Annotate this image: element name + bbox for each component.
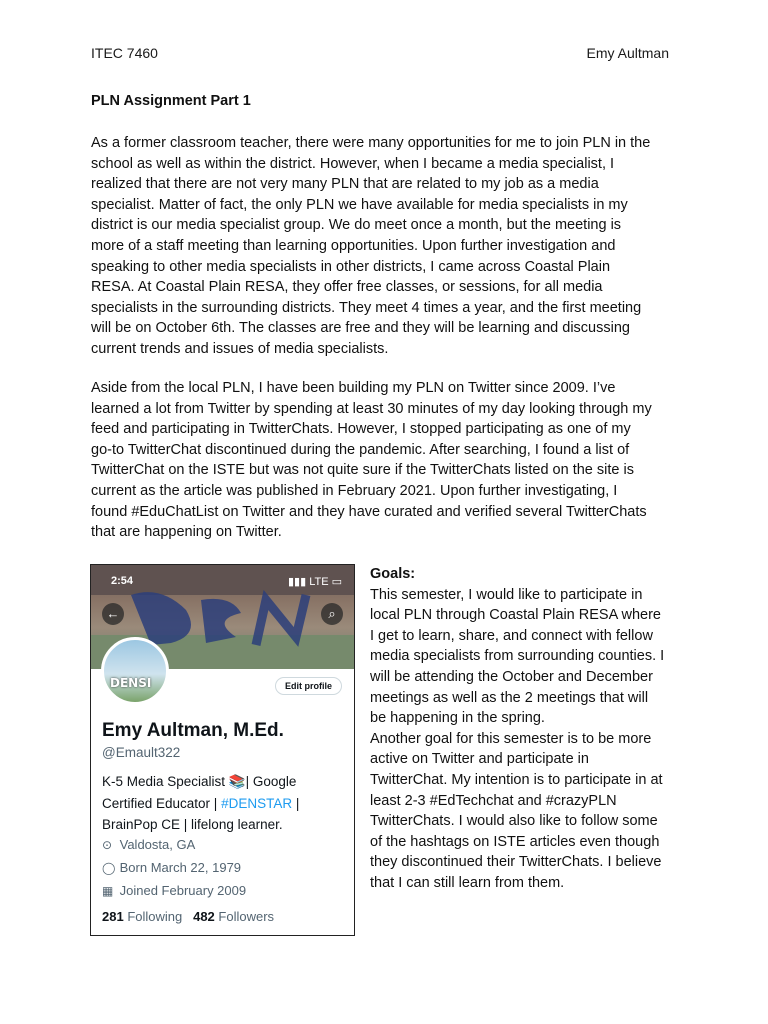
- profile-bio: [102, 771, 299, 836]
- twitter-profile-screenshot: [90, 564, 355, 936]
- assignment-title: PLN Assignment Part 1: [91, 93, 251, 109]
- followers-link[interactable]: 482 Followers: [193, 909, 275, 924]
- search-icon: ⌕: [328, 606, 336, 621]
- paragraph-local-pln: As a former classroom teacher, there were many opportunities for me to join PLN in the school as well as within the district. However, when I became a media specialist, I realized that there are not very many PLN that are related to my job as a media specialist. Matter of fact, the only PLN we have available for media specialists in my district is our media specialist group. We do meet once a month, but the meeting is more of a staff meeting than learning opportunities. Upon further investigation and speaking to other media specialists in other districts, I came across Coastal Plain RESA. At Coastal Plain RESA, they offer free classes, or sessions, for all media specialists in the surrounding districts. They meet 4 times a year, and the first meeting will be on October 6th. The classes are free and they will be learning and discussing current trends and issues of media specialists.: [91, 135, 651, 357]
- header-course: ITEC 7460: [91, 45, 158, 61]
- balloon-icon: ◯: [102, 861, 116, 875]
- hashtag-link[interactable]: #DENSTAR: [221, 795, 293, 811]
- profile-handle: @Emault322: [102, 745, 181, 760]
- bio-line-3: BrainPop CE | lifelong learner.: [102, 817, 283, 832]
- edit-profile-button[interactable]: Edit profile: [275, 677, 342, 695]
- status-time: 2:54: [111, 575, 134, 587]
- bio-line-2: Certified Educator | #DENSTAR |: [102, 795, 300, 811]
- calendar-icon: ▦: [102, 884, 114, 898]
- following-link[interactable]: 281 Following: [102, 909, 183, 924]
- header-author: Emy Aultman: [586, 45, 669, 61]
- avatar[interactable]: [101, 637, 169, 705]
- location-pin-icon: ⊙: [102, 838, 113, 852]
- back-button[interactable]: [102, 603, 124, 625]
- profile-location: ⊙ Valdosta, GA: [102, 837, 196, 852]
- profile-name: Emy Aultman, M.Ed.: [102, 720, 284, 741]
- bio-line-1: K-5 Media Specialist 📚| Google: [102, 774, 297, 789]
- paragraph-twitter-pln: Aside from the local PLN, I have been building my PLN on Twitter since 2009. I’ve learned a lot from Twitter by spending at least 30 minutes of my day looking through my feed and participating in TwitterChats. However, I stopped participating as one of my go-to TwitterChat discontinued during the pandemic. After searching, I found a list of TwitterChat on the ISTE but was not quite sure if the TwitterChats listed on the site is current as the article was published in February 2021. Upon further investigating, I found #EduChatList on Twitter and they have curated and verified several TwitterChats that are happening on Twitter.: [91, 380, 652, 541]
- network-label: LTE: [309, 576, 329, 588]
- search-button[interactable]: [321, 603, 343, 625]
- goals-heading: Goals:: [370, 566, 416, 582]
- profile-birthday: ◯ Born March 22, 1979: [102, 860, 242, 875]
- arrow-left-icon: ←: [106, 606, 120, 621]
- follow-counts: [102, 909, 274, 924]
- status-network: ▮▮▮ LTE ▭: [287, 576, 342, 588]
- goals-section: Goals: This semester, I would like to participate in local PLN through Coastal Plain RESA where I get to learn, share, and connect with fellow media specialists from surrounding counties. I will be attending the October and December meetings as well as the 2 meetings that will be happening in the spring. Another goal for this semester is to be more active on Twitter and participate in TwitterChat. My intention is to participate in at least 2-3 #EdTechchat and #crazyPLN TwitterChats. I would also like to follow some of the hashtags on ISTE articles even though they discontinued their TwitterChats. I believe that I can still learn from them.: [370, 566, 665, 891]
- avatar-label: DENSI: [110, 676, 152, 690]
- profile-joined: ▦ Joined February 2009: [102, 883, 247, 898]
